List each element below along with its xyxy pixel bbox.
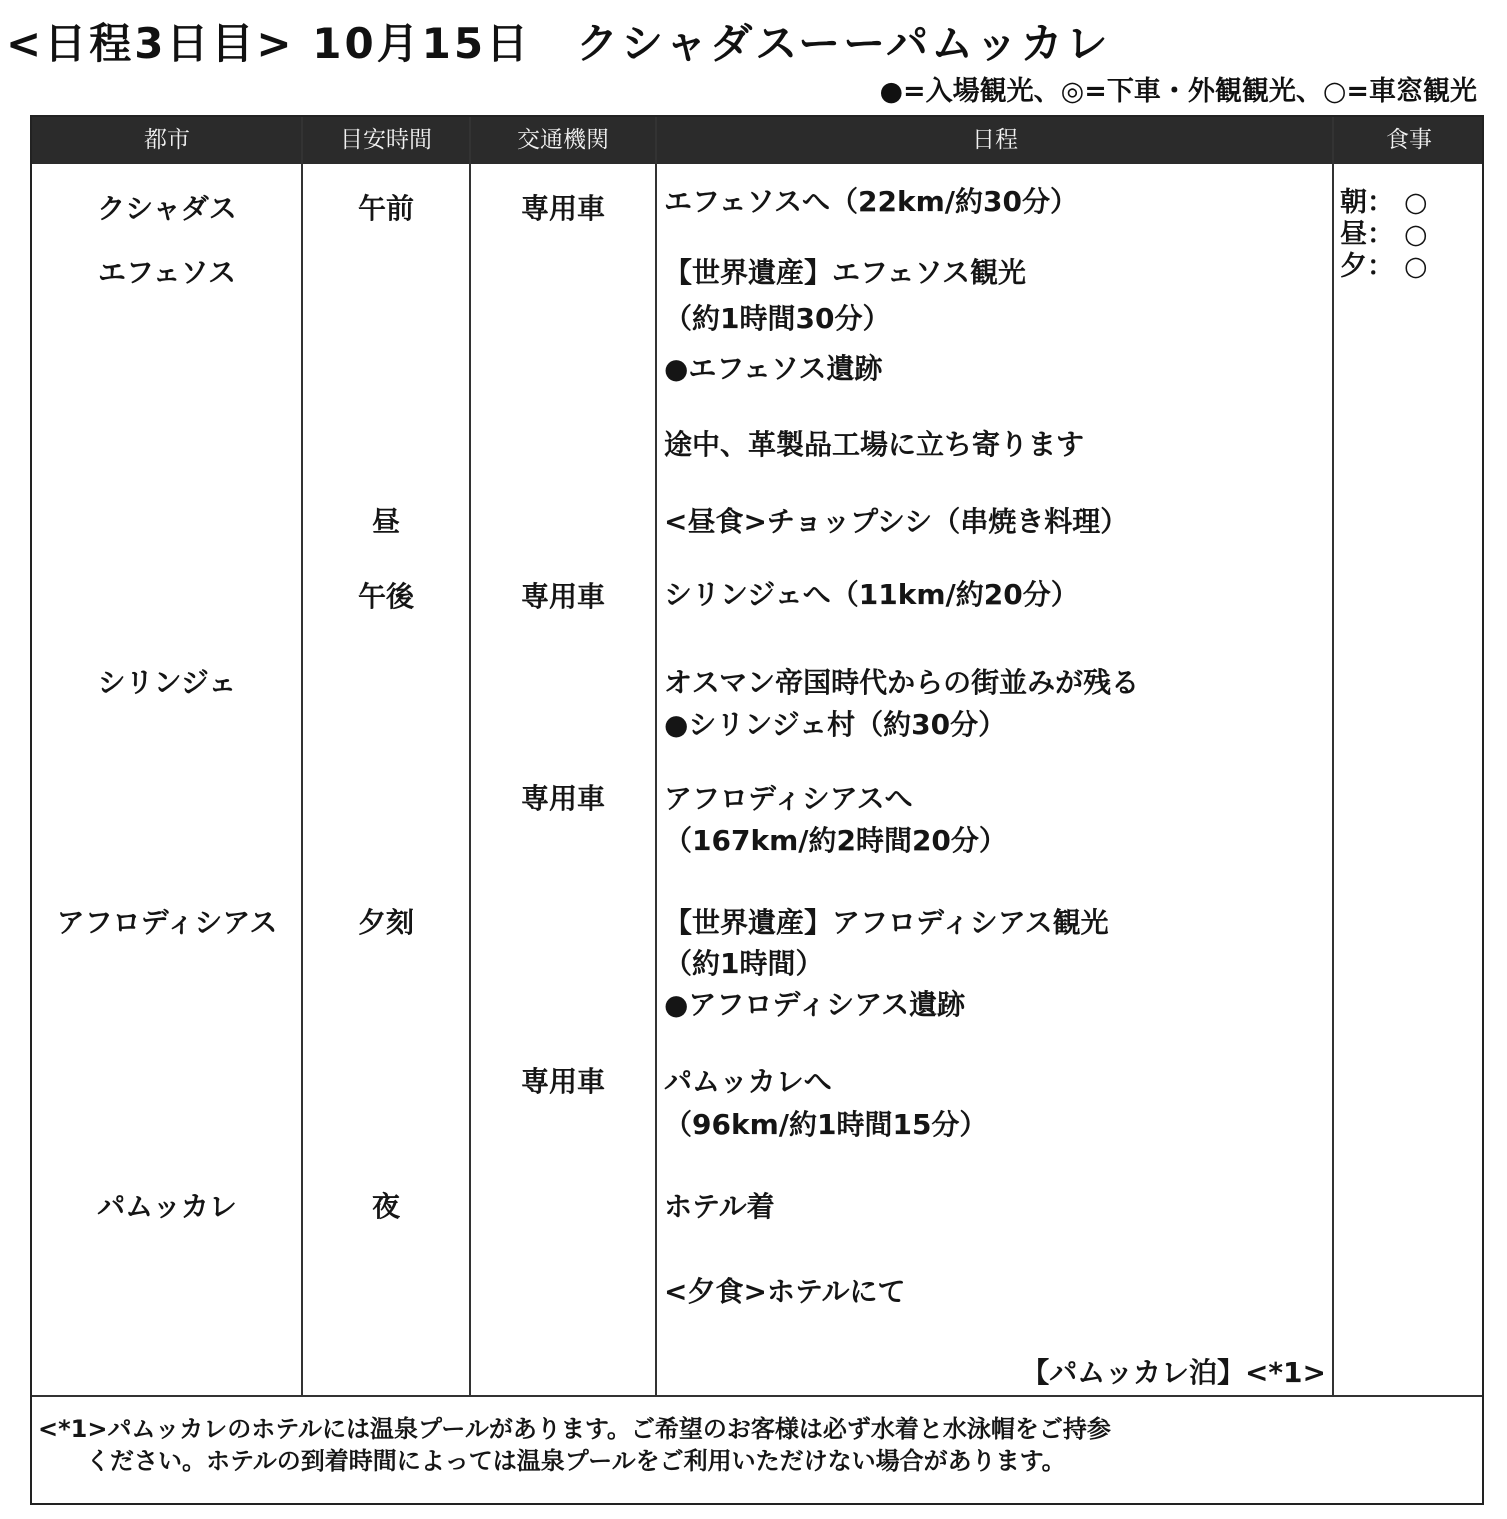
city-pamukkale: パムッカレ [97, 1190, 237, 1223]
meal-mark: ○ [1404, 219, 1428, 250]
header-time: 目安時間 [340, 127, 432, 153]
schedule-line: （96km/約1時間15分） [664, 1108, 988, 1141]
schedule-line: ホテル着 [664, 1190, 775, 1223]
meal-label: 夕： [1340, 251, 1394, 282]
transport-private-car: 専用車 [520, 192, 605, 225]
footnote [38, 1413, 1111, 1477]
transport-private-car: 専用車 [520, 1065, 605, 1098]
meal-label: 昼： [1340, 219, 1394, 250]
meal-lunch [1340, 219, 1428, 251]
city-aphrodisias: アフロディシアス [56, 906, 278, 939]
schedule-line: 【世界遺産】アフロディシアス観光 [664, 906, 1109, 939]
footnote-divider [32, 1395, 1482, 1397]
city-ephesus: エフェソス [97, 256, 237, 289]
schedule-line: オスマン帝国時代からの街並みが残る [664, 666, 1140, 699]
schedule-line: （約1時間30分） [664, 302, 891, 335]
schedule-line: ●エフェソス遺跡 [664, 352, 883, 385]
schedule-line: ●シリンジェ村（約30分） [664, 708, 1007, 741]
footnote-line-2: ください。ホテルの到着時間によっては温泉プールをご利用いただけない場合があります。 [86, 1447, 1066, 1475]
schedule-line: <昼食>チョップシシ（串焼き料理） [664, 505, 1129, 538]
transport-private-car: 専用車 [520, 782, 605, 815]
meal-mark: ○ [1404, 251, 1428, 282]
time-noon: 昼 [371, 505, 400, 538]
time-morning: 午前 [357, 192, 414, 225]
schedule-line: （167km/約2時間20分） [664, 824, 1007, 857]
city-kusadasi: クシャダス [97, 192, 237, 225]
header-city: 都市 [144, 127, 190, 153]
footnote-line-1: <*1>パムッカレのホテルには温泉プールがあります。ご希望のお客様は必ず水着と水泳帽をご持参 [38, 1415, 1111, 1443]
header-meal: 食事 [1386, 127, 1432, 153]
legend-note: ●=入場観光、◎=下車・外観観光、○=車窓観光 [879, 76, 1477, 107]
header-schedule: 日程 [972, 127, 1018, 153]
schedule-line: 途中、革製品工場に立ち寄ります [664, 428, 1085, 461]
header-transport: 交通機関 [517, 127, 609, 153]
schedule-line: （約1時間） [664, 947, 824, 980]
column-divider [655, 117, 657, 1397]
schedule-line: パムッカレへ [664, 1065, 832, 1098]
time-afternoon: 午後 [357, 580, 414, 613]
schedule-line: 【世界遺産】エフェソス観光 [664, 256, 1027, 289]
meal-dinner [1340, 251, 1428, 283]
schedule-line: <夕食>ホテルにて [664, 1275, 906, 1308]
table-header [32, 117, 1482, 164]
schedule-line: シリンジェへ（11km/約20分） [664, 578, 1079, 611]
column-divider [1332, 117, 1334, 1397]
meal-breakfast [1340, 187, 1428, 219]
meal-label: 朝： [1340, 187, 1394, 218]
city-sirince: シリンジェ [97, 666, 237, 699]
meal-mark: ○ [1404, 187, 1428, 218]
itinerary-table [30, 115, 1484, 1505]
schedule-line: ●アフロディシアス遺跡 [664, 988, 966, 1021]
time-night: 夜 [371, 1190, 400, 1223]
schedule-line: エフェソスへ（22km/約30分） [664, 185, 1078, 218]
overnight-note: 【パムッカレ泊】<*1> [1021, 1356, 1326, 1389]
page-title: <日程3日目> 10月15日 クシャダスーーパムッカレ [6, 19, 1111, 68]
schedule-line: アフロディシアスへ [664, 782, 913, 815]
transport-private-car: 専用車 [520, 580, 605, 613]
time-evening: 夕刻 [357, 906, 414, 939]
